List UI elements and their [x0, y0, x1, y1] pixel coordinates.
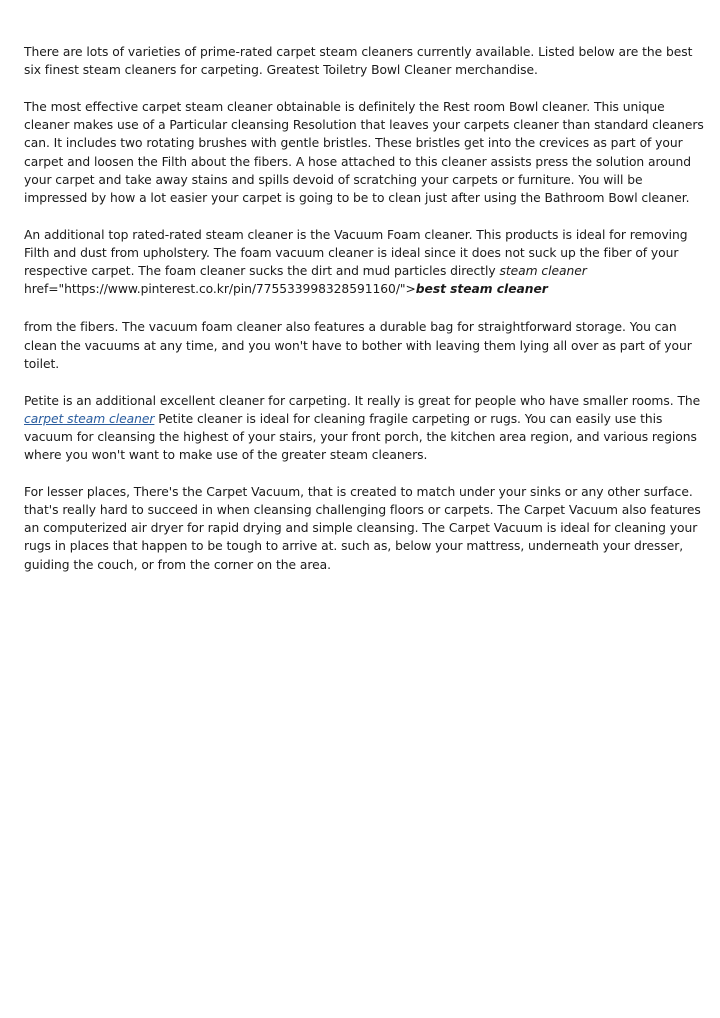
paragraph-petite [24, 392, 704, 465]
paragraph-intro: There are lots of varieties of prime-rated carpet steam cleaners currently available. Listed below are the best six finest steam cleaners for carpeting. Greatest Toiletry Bowl Cleaner merchandise. [24, 45, 693, 78]
bold-italic-keyword: best steam cleaner [415, 282, 548, 297]
paragraph-petite-after: Petite cleaner is ideal for cleaning fragile carpeting or rugs. You can easily use this vacuum for cleansing the highest of your stairs, your front porch, the kitchen area region, and various regions where you won't want to make use of the greater steam cleaners. [24, 411, 697, 463]
paragraph-foam-cleaner [24, 226, 704, 299]
paragraph-foam-text: An additional top rated-rated steam cleaner is the Vacuum Foam cleaner. This products is ideal for removing Filth and dust from upholstery. The foam vacuum cleaner is ideal since it does not suck up the fiber of your respective carpet. The foam cleaner sucks the dirt and mud particles directly [24, 227, 688, 279]
paragraph-petite-before: Petite is an additional excellent cleaner for carpeting. It really is great for people who have smaller rooms. The [24, 393, 701, 408]
paragraph-bowl-cleaner: The most effective carpet steam cleaner obtainable is definitely the Rest room Bowl cleaner. This unique cleaner makes use of a Particular cleansing Resolution that leaves your carpets cleaner than standard cleaners can. It includes two rotating brushes with gentle bristles. These bristles get into the crevices as part of your carpet and loosen the Filth about the fibers. A hose attached to this cleaner assists press the solution around your carpet and take away stains and spills devoid of scratching your carpets or furniture. You will be impressed by how a lot easier your carpet is going to be to clean just after using the Bathroom Bowl cleaner. [24, 99, 704, 205]
paragraph-carpet-vacuum: For lesser places, There's the Carpet Vacuum, that is created to match under your sinks or any other surface. that's really hard to succeed in when cleansing challenging floors or carpets. The Carpet Vacuum also features an computerized air dryer for rapid drying and simple cleansing. The Carpet Vacuum is ideal for cleaning your rugs in places that happen to be tough to arrive at. such as, below your mattress, underneath your dresser, guiding the couch, or from the corner on the area. [24, 484, 701, 572]
italic-keyword: steam cleaner [499, 264, 587, 279]
carpet-steam-cleaner-link[interactable]: carpet steam cleaner [24, 411, 155, 426]
raw-href-text: href="https://www.pinterest.co.kr/pin/775533998328591160/"> [24, 282, 416, 297]
paragraph-fibers: from the fibers. The vacuum foam cleaner also features a durable bag for straightforward storage. You can clean the vacuums at any time, and you won't have to bother with leaving them lying all over as part of your toilet. [24, 320, 692, 371]
document-body [24, 43, 704, 592]
